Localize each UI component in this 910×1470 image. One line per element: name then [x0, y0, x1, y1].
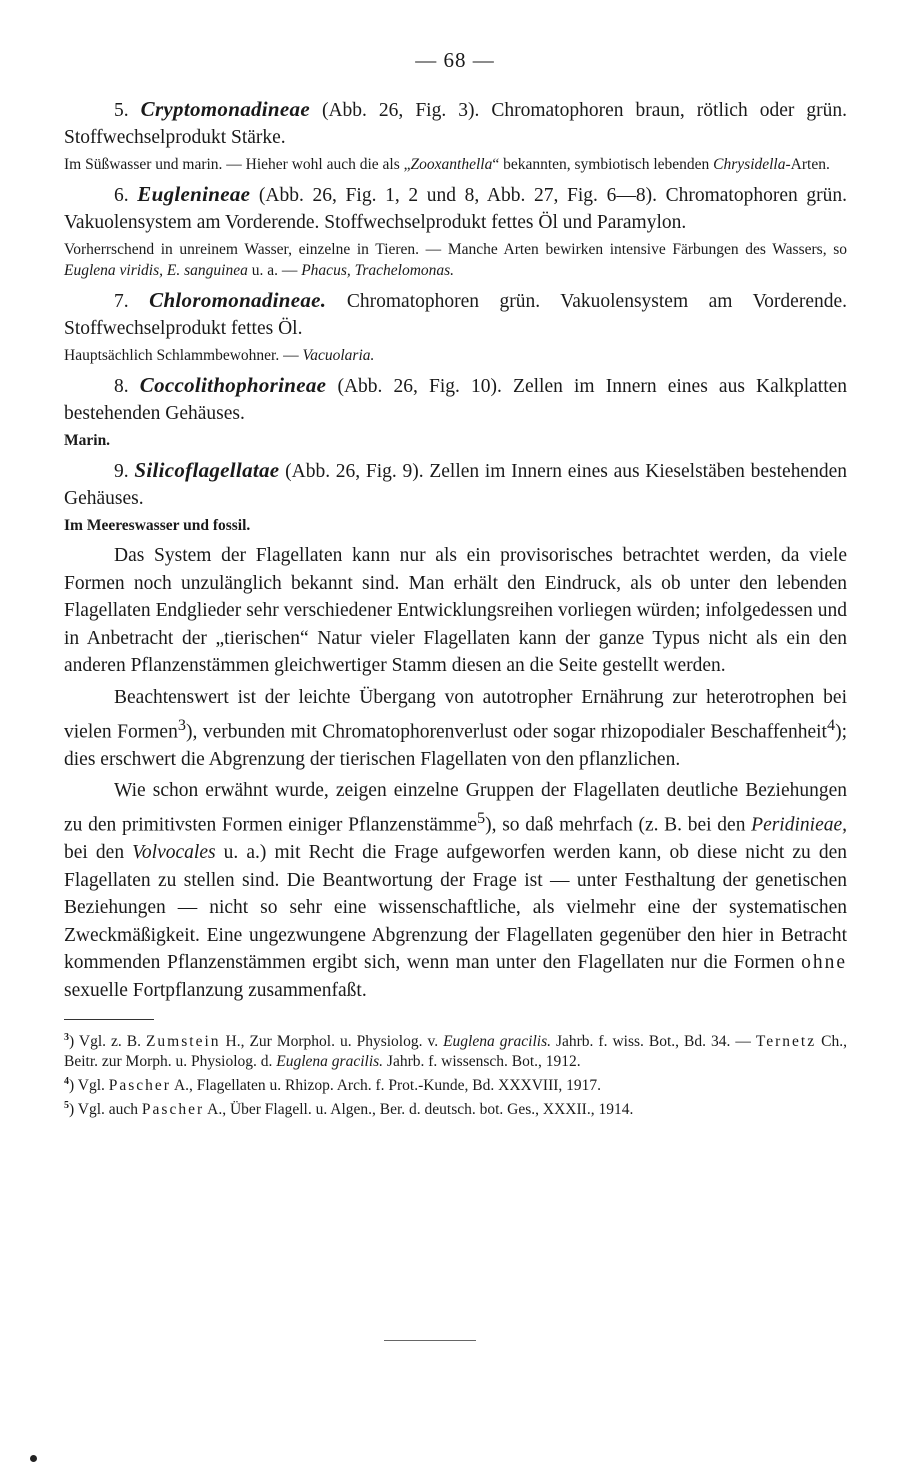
footnote-author: Zumstein: [145, 1032, 221, 1050]
footnote-text: A., Flagellaten u. Rhizop. Arch. f. Prot.-Kunde, Bd. XXXVIII, 1917.: [170, 1076, 602, 1094]
footnote-3: [64, 1028, 847, 1072]
footnote-author: Pascher: [141, 1100, 205, 1118]
paragraph-text: Wie schon erwähnt wurde, zeigen einzelne Gruppen der Flagellaten deutliche Beziehungen zu den primitivsten Formen einiger Pflanzenstämme: [64, 780, 847, 836]
taxon-name: Chloromonadineae.: [149, 288, 327, 312]
footnote-ref[interactable]: 5: [477, 808, 486, 827]
footnote-ref[interactable]: 3: [177, 715, 186, 734]
footnote-italic: Euglena gracilis.: [443, 1032, 551, 1050]
entry-note: [64, 345, 847, 366]
paragraph-delimitation: [64, 777, 847, 1004]
entry-cryptomonadineae: [64, 96, 847, 151]
entry-note: [64, 239, 847, 281]
taxon-name: Coccolithophorineae: [139, 373, 327, 397]
entry-description: Chromatophoren grün. Vakuolensystem am Vorderende. Stoffwechselprodukt fettes Öl.: [64, 291, 848, 339]
taxon-name: Silicoflagellatae: [134, 458, 280, 482]
entry-euglenineae: [64, 181, 847, 236]
note-italic: Zooxanthella: [410, 156, 493, 173]
entry-silicoflagellatae: [64, 457, 847, 512]
footnote-4: [64, 1072, 847, 1096]
page-number: — 68 —: [415, 48, 495, 72]
paragraph-text: sexuelle Fortpflanzung zusammenfaßt.: [64, 979, 367, 1001]
paragraph-text: ), verbunden mit Chromatophorenverlust oder sogar rhizopodialer Beschaffenheit: [185, 721, 827, 743]
footnote-text: ) Vgl. auch: [69, 1100, 142, 1118]
entry-note: [64, 515, 847, 536]
note-italic: Vacuolaria.: [302, 347, 375, 364]
emphasis-spaced: ohne: [801, 952, 847, 974]
paragraph-text: Beachtenswert ist der leichte Übergang von autotropher Ernährung zur heterotrophen bei vielen Formen: [64, 686, 847, 743]
entry-number: 7.: [114, 291, 129, 312]
paragraph-transition: [64, 684, 847, 773]
note-text: Im Meereswasser und fossil.: [64, 517, 251, 534]
entry-description: (Abb. 26, Fig. 9). Zellen im Innern eines aus Kieselstäben bestehenden Gehäuses.: [64, 461, 848, 509]
taxon-italic: Peridinieae,: [751, 814, 847, 836]
taxon-name: Cryptomonadineae: [140, 97, 310, 121]
footnote-author: Ternetz: [755, 1032, 817, 1050]
entry-description: (Abb. 26, Fig. 10). Zellen im Innern eines aus Kalkplatten bestehenden Gehäuses.: [64, 376, 848, 424]
entry-note: [64, 154, 847, 175]
footnote-mark: 4: [64, 1075, 69, 1087]
footnote-text: Jahrb. f. wissensch. Bot., 1912.: [383, 1052, 581, 1070]
entry-number: 8.: [114, 376, 129, 397]
footnote-text: Jahrb. f. wiss. Bot., Bd. 34. —: [550, 1032, 756, 1050]
note-text: -Arten.: [785, 156, 830, 173]
footnote-5: [64, 1096, 847, 1120]
page-body: [64, 96, 847, 1120]
footnote-ref[interactable]: 4: [826, 715, 836, 734]
footnote-mark: 3: [64, 1031, 69, 1043]
entry-number: 6.: [114, 185, 129, 206]
note-italic: Euglena viridis, E. sanguinea: [64, 262, 248, 279]
footnote-divider: [64, 1019, 154, 1020]
entry-coccolithophorineae: [64, 372, 847, 427]
note-italic: Chrysidella: [713, 156, 786, 173]
scan-speck: [30, 1455, 37, 1462]
page-end-rule: [384, 1340, 476, 1341]
paragraph-system: Das System der Flagellaten kann nur als ein provisorisches betrachtet werden, da viele Formen noch unzulänglich bekannt sind. Man erhält den Eindruck, als ob unter den lebenden Flagellaten Endglieder sehr verschiedener Entwicklungsreihen vorliegen würden; infolgedessen und in Anbetracht der „tierischen“ Natur vieler Flagellaten kann der ganze Typus nicht als ein den anderen Pflanzenstämmen gleichwertiger Stamm diesen an die Seite gestellt werden.: [64, 545, 847, 677]
entry-chloromonadineae: [64, 287, 847, 342]
footnote-text: H., Zur Morphol. u. Physiolog. v.: [220, 1032, 444, 1050]
note-text: Marin.: [64, 432, 111, 449]
taxon-italic: Volvocales: [132, 841, 216, 863]
note-text: u. a. —: [247, 262, 302, 279]
paragraph-text: ), so daß mehrfach (z. B. bei den: [485, 814, 752, 836]
note-text: “ bekannten, symbiotisch lebenden: [492, 156, 714, 173]
paragraph-text: bei den: [64, 841, 133, 863]
paragraph-text: u. a.) mit Recht die Frage aufgeworfen werden kann, ob diese nicht zu den Flagellaten zu stellen sind. Die Beantwortung der Frage ist — unter Festhaltung der genetischen Beziehungen — nicht so sehr eine wissenschaftliche, als vielmehr eine der systematischen Zweckmäßigkeit. Eine ungezwungene Abgrenzung der Flagellaten gegenüber den hier in Betracht kommenden Pflanzenstämmen ergibt sich, wenn man unter den Flagellaten nur die Formen: [64, 841, 848, 974]
entry-note: [64, 430, 847, 451]
paragraph-text: ); dies erschwert die Abgrenzung der tierischen Flagellaten von den pflanzlichen.: [64, 721, 847, 770]
note-text: Hauptsächlich Schlammbewohner. —: [64, 347, 303, 364]
entry-number: 5.: [114, 100, 129, 121]
footnote-author: Pascher: [108, 1076, 171, 1094]
footnote-text: Ch., Beitr. zur Morph. u. Physiolog. d.: [64, 1032, 847, 1070]
entry-number: 9.: [114, 461, 129, 482]
footnote-text: ) Vgl.: [69, 1076, 109, 1094]
footnote-text: A., Über Flagell. u. Algen., Ber. d. deutsch. bot. Ges., XXXII., 1914.: [204, 1100, 634, 1118]
note-text: Vorherrschend in unreinem Wasser, einzelne in Tieren. — Manche Arten bewirken intensive Färbungen des Wassers, so: [64, 241, 847, 258]
entry-description: (Abb. 26, Fig. 1, 2 und 8, Abb. 27, Fig. 6—8). Chromatophoren grün. Vakuolensystem am Vorderende. Stoffwechselprodukt fettes Öl und Paramylon.: [64, 185, 848, 233]
entry-description: (Abb. 26, Fig. 3). Chromatophoren braun, rötlich oder grün. Stoffwechselprodukt Stärke.: [64, 100, 847, 148]
note-text: Im Süßwasser und marin. — Hieher wohl auch die als „: [64, 156, 411, 173]
footnote-text: ) Vgl. z. B.: [69, 1032, 146, 1050]
note-italic: Phacus, Trachelomonas.: [301, 262, 455, 279]
footnote-italic: Euglena gracilis.: [276, 1052, 384, 1070]
taxon-name: Euglenineae: [137, 182, 251, 206]
footnote-mark: 5: [64, 1099, 69, 1111]
